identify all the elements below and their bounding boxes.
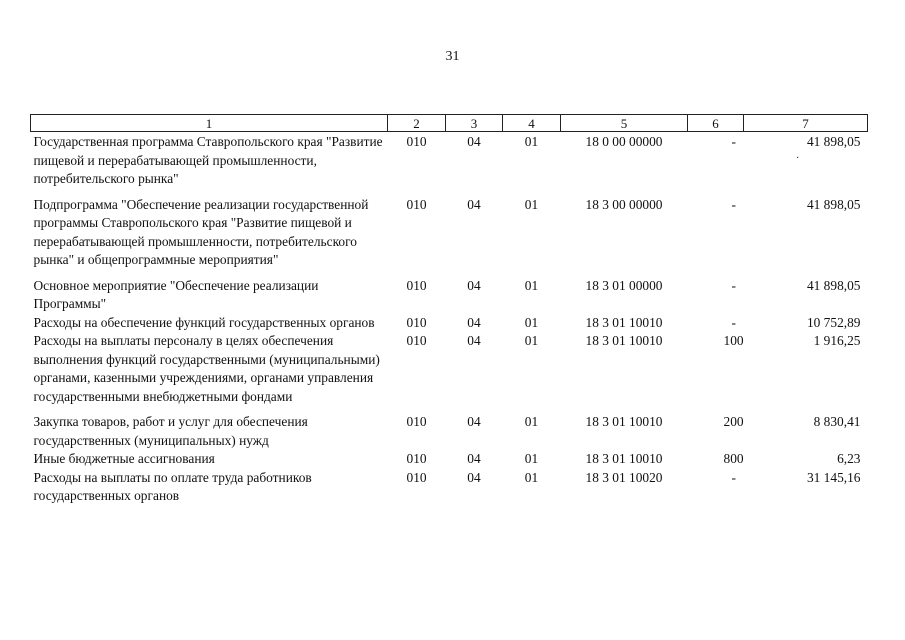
column-header-7: 7 bbox=[744, 115, 868, 132]
table-row bbox=[31, 413, 868, 450]
row-ministry-code: 010 bbox=[406, 469, 427, 485]
column-header-5: 5 bbox=[561, 115, 688, 132]
row-target-code: 18 3 01 10010 bbox=[585, 414, 663, 429]
row-subsection-code: 01 bbox=[524, 451, 539, 466]
column-header-3: 3 bbox=[446, 115, 503, 132]
table-row bbox=[31, 132, 868, 196]
row-name: Расходы на выплаты персоналу в целях обеспечения выполнения функций государственными (муниципальными) органами, казенными учреждениями, органами управления государственными внебюджетными фондами bbox=[33, 333, 380, 404]
row-subsection-code: 01 bbox=[524, 414, 539, 429]
row-target-code: 18 3 01 00000 bbox=[585, 277, 663, 293]
table-row bbox=[31, 450, 868, 469]
row-name: Расходы на обеспечение функций государственных органов bbox=[33, 314, 375, 330]
row-section-code: 04 bbox=[467, 451, 481, 466]
row-amount: 10 752,89 bbox=[806, 314, 861, 330]
row-section-code: 04 bbox=[467, 277, 481, 293]
table-row bbox=[31, 469, 868, 506]
row-ministry-code: 010 bbox=[406, 134, 427, 149]
row-amount: 6,23 bbox=[837, 451, 861, 466]
column-header-1: 1 bbox=[31, 115, 388, 132]
row-amount: 1 916,25 bbox=[813, 333, 861, 348]
row-expense-type: 800 bbox=[723, 451, 744, 466]
scan-dot-mark: · bbox=[796, 153, 800, 164]
row-ministry-code: 010 bbox=[406, 414, 427, 429]
row-expense-type: - bbox=[731, 314, 736, 330]
row-amount: 8 830,41 bbox=[813, 414, 861, 429]
row-expense-type: - bbox=[731, 196, 736, 212]
table-header-row bbox=[31, 115, 868, 132]
row-ministry-code: 010 bbox=[406, 196, 427, 212]
row-amount: 31 145,16 bbox=[806, 469, 861, 485]
row-subsection-code: 01 bbox=[524, 134, 539, 149]
column-header-4: 4 bbox=[503, 115, 561, 132]
row-target-code: 18 3 01 10020 bbox=[585, 469, 663, 485]
row-section-code: 04 bbox=[467, 196, 481, 212]
row-expense-type: 100 bbox=[723, 333, 744, 348]
column-header-2: 2 bbox=[388, 115, 446, 132]
row-subsection-code: 01 bbox=[524, 469, 539, 485]
row-target-code: 18 3 01 10010 bbox=[585, 314, 663, 330]
row-expense-type: - bbox=[731, 469, 736, 485]
row-name: Иные бюджетные ассигнования bbox=[33, 451, 215, 466]
budget-table bbox=[30, 114, 868, 506]
row-section-code: 04 bbox=[467, 134, 481, 149]
row-target-code: 18 3 00 00000 bbox=[585, 196, 663, 212]
row-name: Основное мероприятие "Обеспечение реализации Программы" bbox=[33, 277, 319, 311]
row-name: Государственная программа Ставропольского края "Развитие пищевой и перерабатывающей промышленности, потребительского рынка" bbox=[33, 134, 383, 186]
row-subsection-code: 01 bbox=[524, 277, 539, 293]
row-name: Закупка товаров, работ и услуг для обеспечения государственных (муниципальных) нужд bbox=[33, 414, 308, 448]
table-row bbox=[31, 332, 868, 413]
row-subsection-code: 01 bbox=[524, 333, 539, 348]
row-ministry-code: 010 bbox=[406, 314, 427, 330]
table-row bbox=[31, 196, 868, 277]
row-amount: 41 898,05 bbox=[806, 277, 861, 293]
table-row bbox=[31, 277, 868, 314]
row-subsection-code: 01 bbox=[524, 196, 539, 212]
row-ministry-code: 010 bbox=[406, 277, 427, 293]
row-amount: 41 898,05 bbox=[806, 134, 861, 149]
row-section-code: 04 bbox=[467, 333, 481, 348]
row-ministry-code: 010 bbox=[406, 333, 427, 348]
row-target-code: 18 3 01 10010 bbox=[585, 333, 663, 348]
row-amount: 41 898,05 bbox=[806, 196, 861, 212]
row-target-code: 18 3 01 10010 bbox=[585, 451, 663, 466]
row-expense-type: - bbox=[731, 134, 736, 149]
row-subsection-code: 01 bbox=[524, 314, 539, 330]
row-target-code: 18 0 00 00000 bbox=[585, 134, 663, 149]
table-row bbox=[31, 314, 868, 333]
row-section-code: 04 bbox=[467, 414, 481, 429]
row-ministry-code: 010 bbox=[406, 451, 427, 466]
row-expense-type: 200 bbox=[723, 414, 744, 429]
row-name: Расходы на выплаты по оплате труда работников государственных органов bbox=[33, 469, 312, 503]
page-number: 31 bbox=[445, 49, 460, 64]
row-name: Подпрограмма "Обеспечение реализации государственной программы Ставропольского края "Развитие пищевой и перерабатывающей промышленности, потребительского рынка" и общепрограммные мероприятия" bbox=[33, 196, 369, 267]
row-section-code: 04 bbox=[467, 314, 481, 330]
row-section-code: 04 bbox=[467, 469, 481, 485]
column-header-6: 6 bbox=[688, 115, 744, 132]
row-expense-type: - bbox=[731, 277, 736, 293]
